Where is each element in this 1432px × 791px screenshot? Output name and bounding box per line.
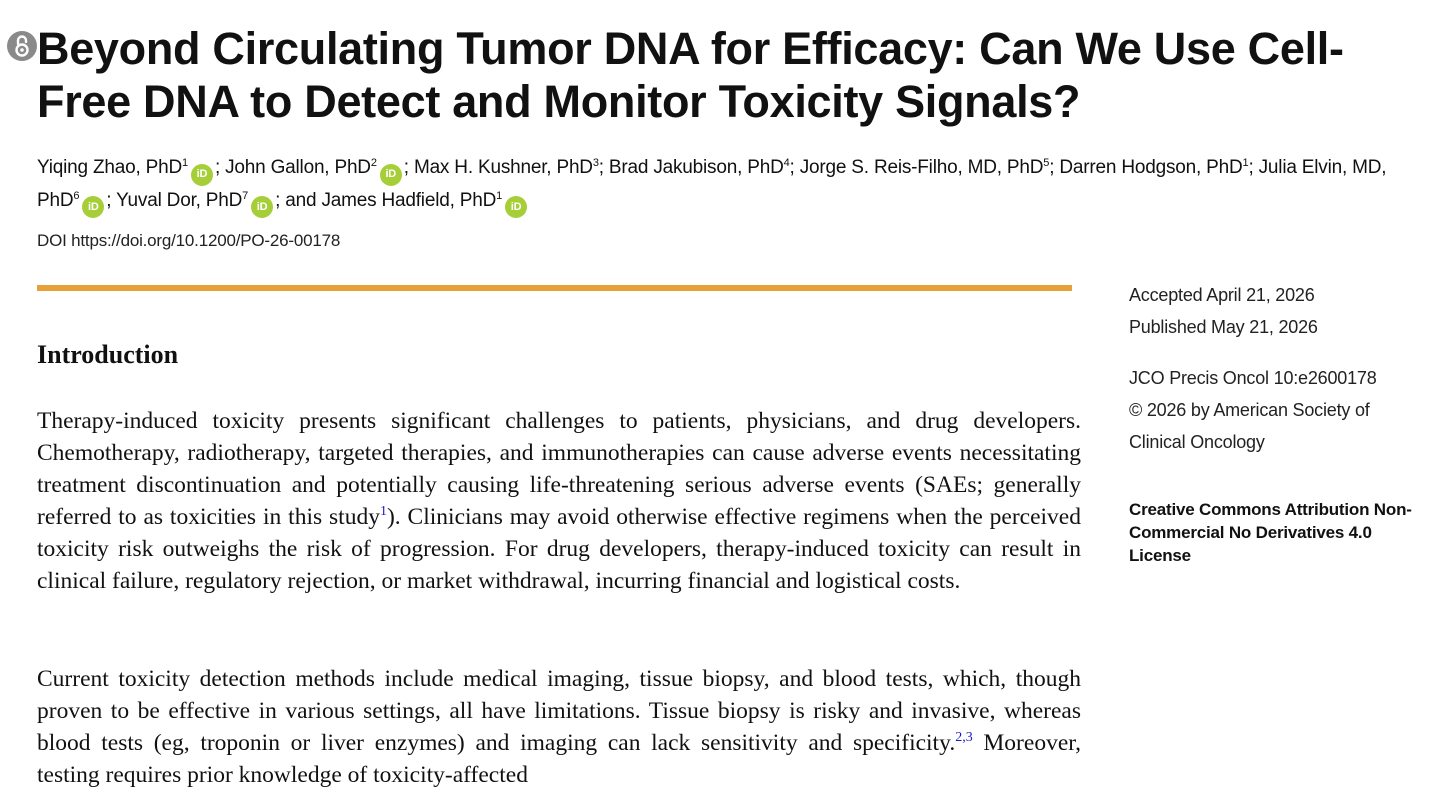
author-affiliation: 3 — [592, 157, 599, 169]
journal-citation — [1129, 362, 1419, 458]
orcid-icon[interactable]: iD — [505, 196, 527, 218]
paragraph-1 — [37, 405, 1081, 597]
paragraph-2-text-cont: Moreover, testing requires prior knowledge of toxicity-affected — [37, 730, 1082, 788]
author-affiliation: 1 — [1242, 157, 1249, 169]
article-title: Beyond Circulating Tumor DNA for Efficacy: Can We Use Cell-Free DNA to Detect and Monitor Toxicity Signals? — [37, 23, 1344, 127]
author-list — [37, 153, 1427, 218]
author-name: John Gallon, PhD — [225, 157, 371, 178]
author-name: Julia Elvin, MD, PhD — [37, 157, 1387, 211]
author-separator: ; — [1248, 157, 1259, 178]
author-affiliation: 6 — [73, 189, 80, 202]
open-access-icon — [7, 31, 37, 61]
author-name: James Hadfield, PhD — [321, 189, 497, 211]
orcid-icon[interactable]: iD — [251, 196, 273, 218]
accepted-date: Accepted April 21, 2026 — [1129, 285, 1315, 305]
author-separator: ; — [106, 189, 117, 211]
author-affiliation: 4 — [783, 157, 790, 169]
paragraph-2-text: Current toxicity detection methods include medical imaging, tissue biopsy, and blood tests, which, though proven to be effective in various settings, all have limitations. Tissue biopsy is risky and invasive, whereas blood tests (eg, troponin or liver enzymes) and imaging can lack sensitivity and specificity. — [37, 666, 1081, 756]
author-name: Brad Jakubison, PhD — [608, 157, 784, 178]
author-separator: ; — [1049, 157, 1060, 178]
paragraph-2 — [37, 663, 1081, 791]
author-name: Yiqing Zhao, PhD — [37, 157, 183, 178]
author-separator: ; — [214, 157, 226, 178]
author-separator: ; — [403, 157, 414, 178]
author-separator: ; — [598, 157, 609, 178]
author-affiliation: 2 — [370, 157, 377, 169]
orcid-icon[interactable]: iD — [191, 164, 213, 186]
orcid-icon[interactable]: iD — [380, 164, 402, 186]
author-affiliation: 1 — [182, 157, 188, 169]
reference-link[interactable]: 1 — [379, 504, 387, 519]
license-link[interactable]: Creative Commons Attribution Non-Commercial No Derivatives 4.0 License — [1129, 500, 1412, 565]
citation: JCO Precis Oncol 10:e2600178 — [1129, 368, 1377, 388]
author-name: Darren Hodgson, PhD — [1059, 157, 1243, 178]
author-separator: ; — [789, 157, 800, 178]
author-name: Max H. Kushner, PhD — [413, 157, 593, 178]
author-affiliation: 5 — [1043, 157, 1050, 169]
author-separator: ; and — [275, 189, 322, 211]
author-affiliation: 1 — [496, 189, 503, 202]
author-name: Jorge S. Reis-Filho, MD, PhD — [799, 157, 1044, 178]
copyright-line-1: © 2026 by American Society of — [1129, 400, 1370, 420]
publication-dates — [1129, 279, 1419, 343]
section-heading: Introduction — [37, 340, 179, 369]
doi-link[interactable]: DOI https://doi.org/10.1200/PO-26-00178 — [37, 231, 341, 250]
paragraph-1-text-cont: ). Clinicians may avoid otherwise effective regimens when the perceived toxicity risk outweighs the risk of progression. For drug developers, therapy-induced toxicity can result in clinical failure, regulatory rejection, or market withdrawal, incurring financial and logistical costs. — [37, 504, 1081, 594]
orcid-icon[interactable]: iD — [82, 196, 104, 218]
author-affiliation: 7 — [242, 189, 249, 202]
reference-link[interactable]: 2,3 — [955, 730, 973, 745]
paragraph-1-text: Therapy-induced toxicity presents significant challenges to patients, physicians, and drug developers. Chemotherapy, radiotherapy, targeted therapies, and immunotherapies can cause adverse events necessitating treatment discontinuation and potentially causing life-threatening serious adverse events (SAEs; generally referred to as toxicities in this study — [37, 408, 1081, 530]
author-name: Yuval Dor, PhD — [116, 189, 243, 211]
copyright-line-2: Clinical Oncology — [1129, 432, 1265, 452]
header-divider — [37, 285, 1072, 291]
published-date: Published May 21, 2026 — [1129, 317, 1318, 337]
